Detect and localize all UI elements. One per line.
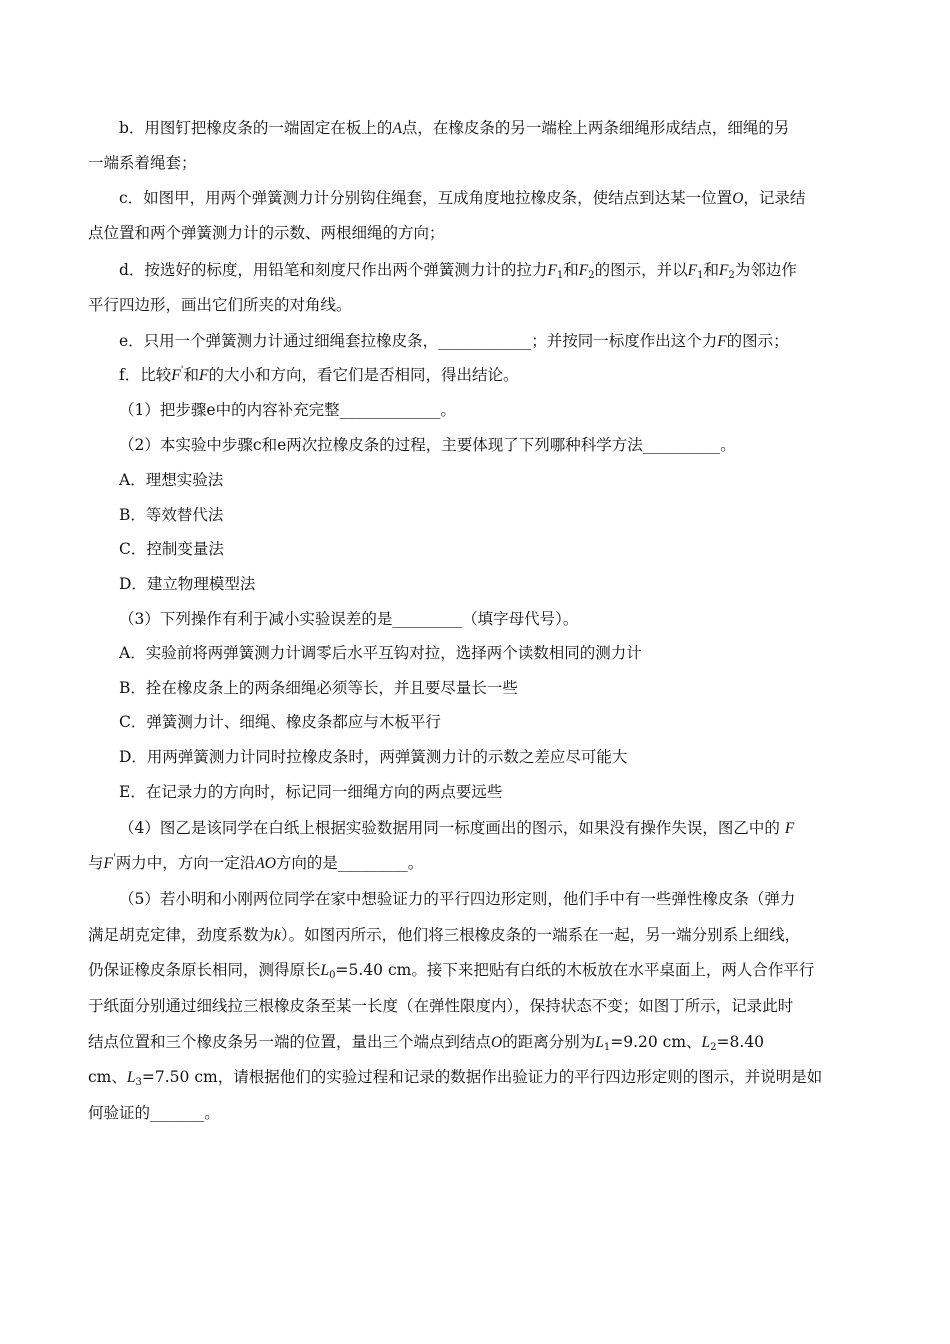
text: （4）图乙是该同学在白纸上根据实验数据用同一标度画出的图示，如果没有操作失误，图乙中的 bbox=[119, 819, 780, 837]
force-F-prime: F bbox=[171, 367, 181, 384]
question-4-line-2 bbox=[88, 852, 868, 875]
force-F: F bbox=[687, 262, 698, 279]
text: 。 bbox=[407, 854, 424, 872]
q2-option-b[interactable]: B．等效替代法 bbox=[119, 506, 224, 524]
subscript: 1 bbox=[603, 1042, 611, 1053]
text: 和 bbox=[703, 261, 720, 279]
text: 两次拉橡皮条的过程，主要体现了下列哪种科学方法 bbox=[286, 436, 643, 454]
question-5-line-3 bbox=[88, 959, 868, 982]
step-d-line-1 bbox=[119, 259, 899, 282]
text: c bbox=[252, 436, 262, 454]
step-d-line-2: 平行四边形，画出它们所夹的对角线。 bbox=[88, 296, 352, 314]
subscript: 1 bbox=[697, 270, 704, 281]
subscript: 2 bbox=[728, 270, 735, 281]
text: b．用图钉把橡皮条的一端固定在板上的 bbox=[119, 119, 393, 137]
text: 结点位置和三个橡皮条另一端的位置，量出三个端点到结点 bbox=[88, 1033, 492, 1051]
text: =5.40 cm。接下来把贴有白纸的木板放在水平桌面上，两人合作平行 bbox=[335, 961, 815, 979]
text: ）。如图丙所示，他们将三根橡皮条的一端系在一起，另一端分别系上细线， bbox=[280, 926, 801, 944]
text: 的图示； bbox=[726, 332, 789, 350]
question-1 bbox=[119, 399, 899, 421]
length-L: L bbox=[320, 962, 330, 979]
text: 仍保证橡皮条原长相同，测得原长 bbox=[88, 961, 321, 979]
text: 的距离分别为 bbox=[502, 1033, 596, 1051]
answer-blank[interactable]: _________ bbox=[392, 610, 463, 628]
step-c-line-1 bbox=[119, 187, 899, 210]
subscript: 3 bbox=[135, 1077, 142, 1088]
text: e．只用一个弹簧测力计通过细绳套拉橡皮条， bbox=[119, 332, 439, 350]
text: 与 bbox=[88, 854, 104, 872]
subscript: 1 bbox=[556, 270, 564, 281]
question-5-line-4: 于纸面分别通过细线拉三根橡皮条至某一长度（在弹性限度内），保持状态不变；如图丁所示，记录此时 bbox=[88, 997, 794, 1015]
text: 满足胡克定律，劲度系数为 bbox=[88, 926, 275, 944]
text: ；并按同一标度作出这个力 bbox=[531, 332, 718, 350]
spring-constant-k: k bbox=[274, 927, 281, 944]
text: 为邻边作 bbox=[734, 261, 797, 279]
text: 和 bbox=[563, 261, 579, 279]
question-5-line-2 bbox=[88, 924, 868, 947]
question-5-line-7 bbox=[88, 1102, 868, 1124]
text: （1）把步骤 bbox=[119, 401, 207, 419]
step-c-line-2: 点位置和两个弹簧测力计的示数、两根细绳的方向； bbox=[88, 224, 445, 242]
text: cm、 bbox=[88, 1068, 127, 1086]
text: f．比较 bbox=[119, 366, 172, 384]
subscript: 2 bbox=[710, 1042, 717, 1053]
q3-option-d[interactable]: D．用两弹簧测力计同时拉橡皮条时，两弹簧测力计的示数之差应尽可能大 bbox=[119, 748, 628, 766]
text: （2）本实验中步骤 bbox=[119, 436, 253, 454]
text: c．如图甲，用两个弹簧测力计分别钩住绳套，互成角度地拉橡皮条，使结点到达某一位置 bbox=[119, 189, 733, 207]
q3-option-e[interactable]: E．在记录力的方向时，标记同一细绳方向的两点要远些 bbox=[119, 783, 503, 801]
question-5-line-1: （5）若小明和小刚两位同学在家中想验证力的平行四边形定则，他们手中有一些弹性橡皮条（弹力 bbox=[119, 890, 796, 908]
subscript: 0 bbox=[329, 970, 336, 981]
answer-blank[interactable]: _____________ bbox=[339, 401, 441, 419]
text: =8.40 bbox=[716, 1033, 765, 1051]
text: 的图示，并以 bbox=[594, 261, 688, 279]
text: 中的内容补充完整 bbox=[215, 401, 340, 419]
text: e bbox=[206, 401, 216, 419]
q3-option-b[interactable]: B．拴在橡皮条上的两条细绳必须等长，并且要尽量长一些 bbox=[119, 679, 518, 697]
text: ，记录结 bbox=[743, 189, 806, 207]
text: 何验证的 bbox=[88, 1104, 151, 1122]
answer-blank[interactable]: _______ bbox=[150, 1104, 205, 1122]
point-A: A bbox=[392, 120, 402, 137]
text: =7.50 cm，请根据他们的实验过程和记录的数据作出验证力的平行四边形定则的图示，并说明是如 bbox=[141, 1068, 823, 1086]
force-F: F bbox=[717, 333, 727, 350]
question-5-line-6 bbox=[88, 1066, 868, 1089]
question-2 bbox=[119, 434, 899, 456]
text: 点，在橡皮条的另一端栓上两条细绳形成结点，细绳的另 bbox=[401, 119, 790, 137]
text: （填字母代号）。 bbox=[462, 610, 579, 628]
force-F: F bbox=[578, 262, 589, 279]
answer-blank[interactable]: ____________ bbox=[438, 332, 532, 350]
length-L: L bbox=[701, 1034, 711, 1051]
question-3 bbox=[119, 608, 899, 630]
text: 和 bbox=[183, 366, 199, 384]
text: 方向的是 bbox=[275, 854, 338, 872]
text: 。 bbox=[204, 1104, 220, 1122]
q3-option-a[interactable]: A．实验前将两弹簧测力计调零后水平互钩对拉，选择两个读数相同的测力计 bbox=[119, 644, 642, 662]
q3-option-c[interactable]: C．弹簧测力计、细绳、橡皮条都应与木板平行 bbox=[119, 713, 441, 731]
q2-option-a[interactable]: A．理想实验法 bbox=[119, 471, 224, 489]
q2-option-c[interactable]: C．控制变量法 bbox=[119, 540, 224, 558]
prime-mark: ' bbox=[180, 365, 184, 376]
force-F: F bbox=[198, 367, 209, 384]
step-f-line bbox=[119, 364, 899, 387]
q2-option-d[interactable]: D．建立物理模型法 bbox=[119, 575, 256, 593]
point-O: O bbox=[732, 190, 744, 207]
text: 两力中，方向一定沿 bbox=[115, 854, 256, 872]
text: e bbox=[277, 436, 287, 454]
force-F: F bbox=[784, 820, 795, 837]
text: 和 bbox=[261, 436, 278, 454]
text: 。 bbox=[720, 436, 736, 454]
force-F-prime: F bbox=[103, 855, 113, 872]
step-b-line-1 bbox=[119, 117, 899, 140]
line-AO: AO bbox=[255, 855, 276, 872]
point-O: O bbox=[491, 1034, 503, 1051]
step-e-line bbox=[119, 330, 899, 353]
subscript: 2 bbox=[588, 270, 595, 281]
question-5-line-5 bbox=[88, 1031, 868, 1054]
text: d．按选好的标度，用铅笔和刻度尺作出两个弹簧测力计的拉力 bbox=[119, 261, 548, 279]
length-L: L bbox=[126, 1069, 136, 1086]
force-F: F bbox=[719, 262, 729, 279]
prime-mark: ' bbox=[112, 853, 116, 864]
answer-blank[interactable]: __________ bbox=[642, 436, 721, 454]
force-F: F bbox=[547, 262, 557, 279]
question-4-line-1 bbox=[119, 817, 868, 840]
answer-blank[interactable]: _________ bbox=[337, 854, 408, 872]
length-L: L bbox=[595, 1034, 604, 1051]
text: 的大小和方向，看它们是否相同，得出结论。 bbox=[208, 366, 519, 384]
text: =9.20 cm、 bbox=[610, 1033, 702, 1051]
text: 。 bbox=[440, 401, 456, 419]
step-b-line-2: 一端系着绳套； bbox=[88, 154, 197, 172]
text: （3）下列操作有利于减小实验误差的是 bbox=[119, 610, 393, 628]
